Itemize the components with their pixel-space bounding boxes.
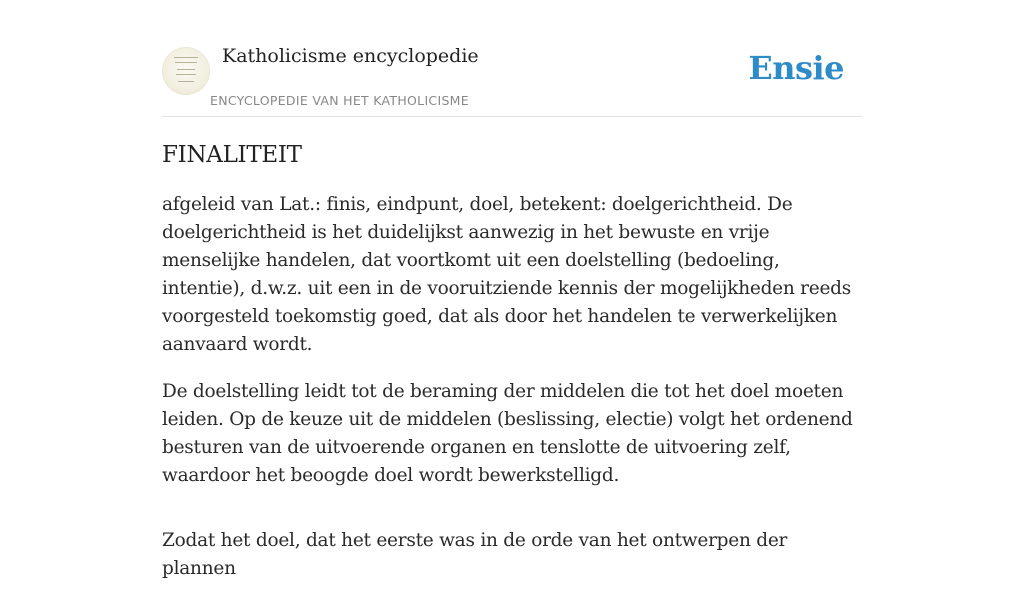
book-cover-icon[interactable] [162, 47, 210, 95]
site-title[interactable]: Katholicisme encyclopedie [222, 45, 479, 67]
brand-logo[interactable]: Ensie [748, 49, 844, 87]
site-header [162, 0, 862, 117]
page-title: FINALITEIT [162, 142, 302, 168]
site-subtitle: ENCYCLOPEDIE VAN HET KATHOLICISME [210, 93, 469, 108]
article-body [162, 191, 862, 583]
paragraph: De doelstelling leidt tot de beraming der middelen die tot het doel moeten leiden. Op de keuze uit de middelen (beslissing, electie) volgt het ordenend besturen van de uitvoerende organen en tenslotte de uitvoering zelf, waardoor het beoogde doel wordt bewerkstelligd. [162, 381, 853, 486]
paragraph: Zodat het doel, dat het eerste was in de orde van het ontwerpen der plannen [162, 530, 788, 579]
paragraph: afgeleid van Lat.: finis, eindpunt, doel, betekent: doelgerichtheid. De doelgerichtheid is het duidelijkst aanwezig in het bewuste en vrije menselijke handelen, dat voortkomt uit een doelstelling (bedoeling, intentie), d.w.z. uit een in de vooruitziende kennis der mogelijkheden reeds voorgesteld toekomstig goed, dat als door het handelen te verwerkelijken aanvaard wordt. [162, 194, 851, 355]
